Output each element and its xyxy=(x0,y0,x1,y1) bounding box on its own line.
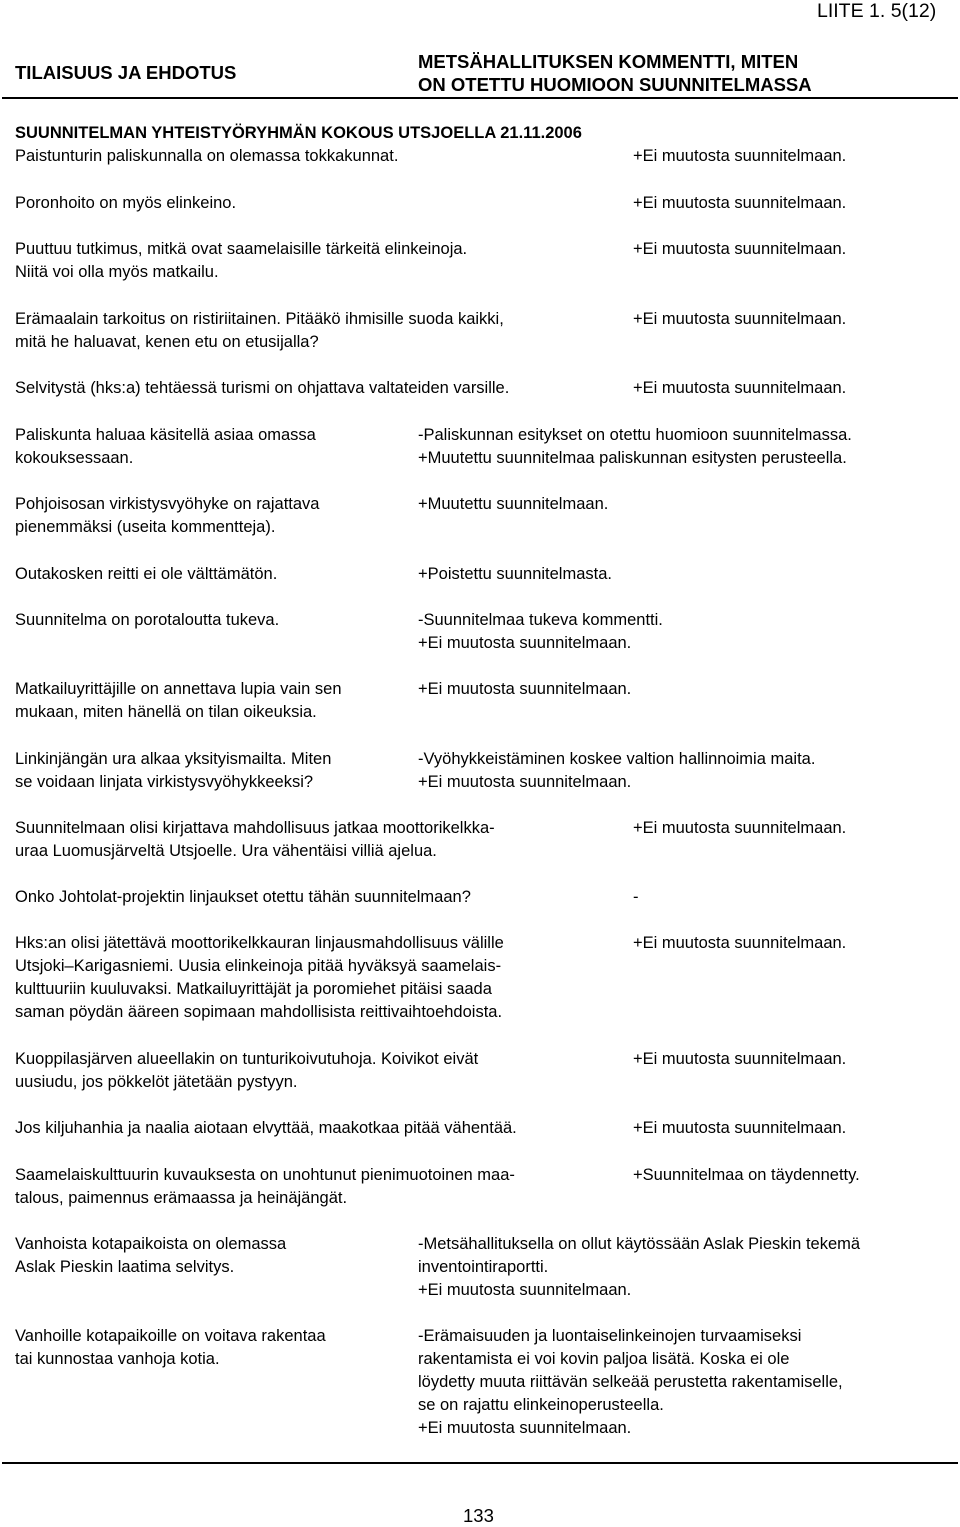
footer-rule xyxy=(2,1462,958,1464)
response-text: -Erämaisuuden ja luontaiselinkeinojen turvaamiseksi xyxy=(418,1327,802,1345)
proposal-text: Kuoppilasjärven alueellakin on tunturikoivutuhoja. Koivikot eivät xyxy=(15,1050,479,1068)
column-header-left: TILAISUUS JA EHDOTUS xyxy=(15,62,237,83)
header-rule xyxy=(2,97,958,99)
proposal-text: Outakosken reitti ei ole välttämätön. xyxy=(15,565,278,583)
proposal-text: Jos kiljuhanhia ja naalia aiotaan elvyttää, maakotkaa pitää vähentää. xyxy=(15,1119,517,1137)
attachment-label: LIITE 1. 5(12) xyxy=(817,0,937,22)
column-header-right-line-1: METSÄHALLITUKSEN KOMMENTTI, MITEN xyxy=(418,51,799,72)
proposal-text: Puuttuu tutkimus, mitkä ovat saamelaisille tärkeitä elinkeinoja. xyxy=(15,240,468,258)
response-text: +Suunnitelmaa on täydennetty. xyxy=(633,1166,860,1184)
proposal-text: talous, paimennus erämaassa ja heinäjängät. xyxy=(15,1189,348,1207)
proposal-text: Paistunturin paliskunnalla on olemassa tokkakunnat. xyxy=(15,147,399,165)
proposal-text: Vanhoille kotapaikoille on voitava rakentaa xyxy=(15,1327,326,1345)
proposal-text: Saamelaiskulttuurin kuvauksesta on unohtunut pienimuotoinen maa- xyxy=(15,1166,515,1184)
response-text: +Ei muutosta suunnitelmaan. xyxy=(418,1419,632,1437)
response-text: -Paliskunnan esitykset on otettu huomioon suunnitelmassa. xyxy=(418,426,852,444)
response-text: +Ei muutosta suunnitelmaan. xyxy=(633,310,847,328)
proposal-text: Onko Johtolat-projektin linjaukset otettu tähän suunnitelmaan? xyxy=(15,888,471,906)
response-text: +Muutettu suunnitelmaa paliskunnan esitysten perusteella. xyxy=(418,449,847,467)
proposal-text: uraa Luomusjärveltä Utsjoelle. Ura vähentäisi villiä ajelua. xyxy=(15,842,437,860)
response-text: +Ei muutosta suunnitelmaan. xyxy=(633,379,847,397)
proposal-text: kokouksessaan. xyxy=(15,449,134,467)
response-text: +Ei muutosta suunnitelmaan. xyxy=(633,147,847,165)
proposal-text: Linkinjängän ura alkaa yksityismailta. Miten xyxy=(15,750,332,768)
section-title: SUUNNITELMAN YHTEISTYÖRYHMÄN KOKOUS UTSJOELLA 21.11.2006 xyxy=(15,124,582,142)
response-text: +Poistettu suunnitelmasta. xyxy=(418,565,612,583)
response-text: inventointiraportti. xyxy=(418,1258,549,1276)
response-text: -Suunnitelmaa tukeva kommentti. xyxy=(418,611,663,629)
response-text: -Metsähallituksella on ollut käytössään Aslak Pieskin tekemä xyxy=(418,1235,861,1253)
proposal-text: pienemmäksi (useita kommentteja). xyxy=(15,518,276,536)
response-text: löydetty muuta riittävän selkeää perustetta rakentamiselle, xyxy=(418,1373,843,1391)
response-text: +Muutettu suunnitelmaan. xyxy=(418,495,609,513)
response-text: -Vyöhykkeistäminen koskee valtion hallinnoimia maita. xyxy=(418,750,816,768)
response-text: +Ei muutosta suunnitelmaan. xyxy=(633,1119,847,1137)
proposal-text: Erämaalain tarkoitus on ristiriitainen. Pitääkö ihmisille suoda kaikki, xyxy=(15,310,504,328)
proposal-text: mitä he haluavat, kenen etu on etusijalla? xyxy=(15,333,319,351)
response-text: +Ei muutosta suunnitelmaan. xyxy=(418,773,632,791)
response-text: +Ei muutosta suunnitelmaan. xyxy=(633,240,847,258)
proposal-text: Aslak Pieskin laatima selvitys. xyxy=(15,1258,235,1276)
response-text: se on rajattu elinkeinoperusteella. xyxy=(418,1396,664,1414)
page-number: 133 xyxy=(463,1505,494,1526)
response-text: +Ei muutosta suunnitelmaan. xyxy=(633,934,847,952)
response-text: +Ei muutosta suunnitelmaan. xyxy=(418,680,632,698)
proposal-text: Utsjoki–Karigasniemi. Uusia elinkeinoja pitää hyväksyä saamelais- xyxy=(15,957,502,975)
column-header-right-line-2: ON OTETTU HUOMIOON SUUNNITELMASSA xyxy=(418,74,812,95)
response-text: +Ei muutosta suunnitelmaan. xyxy=(633,1050,847,1068)
proposal-text: saman pöydän ääreen sopimaan mahdollisista reittivaihtoehdoista. xyxy=(15,1003,503,1021)
response-text: +Ei muutosta suunnitelmaan. xyxy=(633,194,847,212)
proposal-text: Hks:an olisi jätettävä moottorikelkkauran linjausmahdollisuus välille xyxy=(15,934,504,952)
proposal-text: Poronhoito on myös elinkeino. xyxy=(15,194,237,212)
proposal-text: Suunnitelmaan olisi kirjattava mahdollisuus jatkaa moottorikelkka- xyxy=(15,819,495,837)
proposal-text: uusiudu, jos pökkelöt jätetään pystyyn. xyxy=(15,1073,298,1091)
proposal-text: kulttuuriin kuuluvaksi. Matkailuyrittäjät ja poromiehet pitäisi saada xyxy=(15,980,492,998)
response-text: +Ei muutosta suunnitelmaan. xyxy=(418,1281,632,1299)
proposal-text: Selvitystä (hks:a) tehtäessä turismi on ohjattava valtateiden varsille. xyxy=(15,379,510,397)
response-text: - xyxy=(633,888,639,906)
response-text: rakentamista ei voi kovin paljoa lisätä. Koska ei ole xyxy=(418,1350,790,1368)
proposal-text: mukaan, miten hänellä on tilan oikeuksia. xyxy=(15,703,317,721)
proposal-text: Niitä voi olla myös matkailu. xyxy=(15,263,219,281)
proposal-text: Paliskunta haluaa käsitellä asiaa omassa xyxy=(15,426,316,444)
proposal-text: Vanhoista kotapaikoista on olemassa xyxy=(15,1235,287,1253)
proposal-text: tai kunnostaa vanhoja kotia. xyxy=(15,1350,220,1368)
response-text: +Ei muutosta suunnitelmaan. xyxy=(633,819,847,837)
response-text: +Ei muutosta suunnitelmaan. xyxy=(418,634,632,652)
proposal-text: Pohjoisosan virkistysvyöhyke on rajattava xyxy=(15,495,320,513)
proposal-text: Matkailuyrittäjille on annettava lupia vain sen xyxy=(15,680,342,698)
proposal-text: Suunnitelma on porotaloutta tukeva. xyxy=(15,611,280,629)
proposal-text: se voidaan linjata virkistysvyöhykkeeksi? xyxy=(15,773,314,791)
